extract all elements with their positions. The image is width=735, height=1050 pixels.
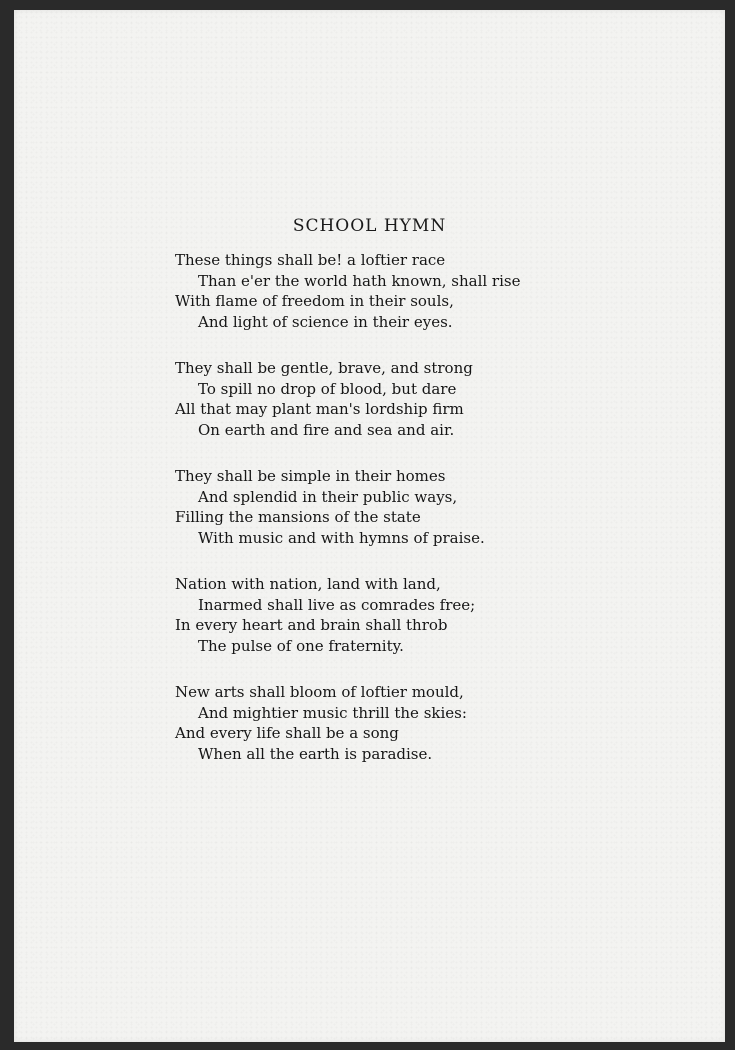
poem-line: All that may plant man's lordship firm — [175, 400, 464, 418]
poem-line: These things shall be! a loftier race — [175, 251, 446, 269]
poem-line: They shall be simple in their homes — [175, 467, 446, 485]
poem-line: With flame of freedom in their souls, — [175, 292, 454, 310]
poem-line: And light of science in their eyes. — [198, 312, 453, 331]
poem-line: Inarmed shall live as comrades free; — [198, 595, 476, 614]
poem-line: Filling the mansions of the state — [175, 508, 421, 526]
poem-title: SCHOOL HYMN — [292, 216, 447, 236]
stanza-2 — [175, 358, 695, 440]
poem-body — [175, 250, 695, 790]
stanza-1 — [175, 250, 695, 332]
stanza-4 — [175, 574, 695, 656]
poem-line: The pulse of one fraternity. — [198, 636, 404, 655]
stanza-5 — [175, 682, 695, 764]
poem-line: They shall be gentle, brave, and strong — [175, 359, 473, 377]
poem-line: Nation with nation, land with land, — [175, 575, 441, 593]
poem-line: With music and with hymns of praise. — [198, 528, 485, 547]
stanza-3 — [175, 466, 695, 548]
poem-line: Than e'er the world hath known, shall rise — [198, 271, 521, 290]
poem-line: To spill no drop of blood, but dare — [198, 379, 457, 398]
poem-line: When all the earth is paradise. — [198, 744, 433, 763]
poem-line: On earth and fire and sea and air. — [198, 420, 455, 439]
poem-line: In every heart and brain shall throb — [175, 616, 448, 634]
poem-line: And mightier music thrill the skies: — [198, 703, 467, 722]
poem-line: And every life shall be a song — [175, 724, 399, 742]
poem-line: New arts shall bloom of loftier mould, — [175, 683, 464, 701]
paper-page — [14, 10, 725, 1042]
poem-line: And splendid in their public ways, — [198, 487, 458, 506]
